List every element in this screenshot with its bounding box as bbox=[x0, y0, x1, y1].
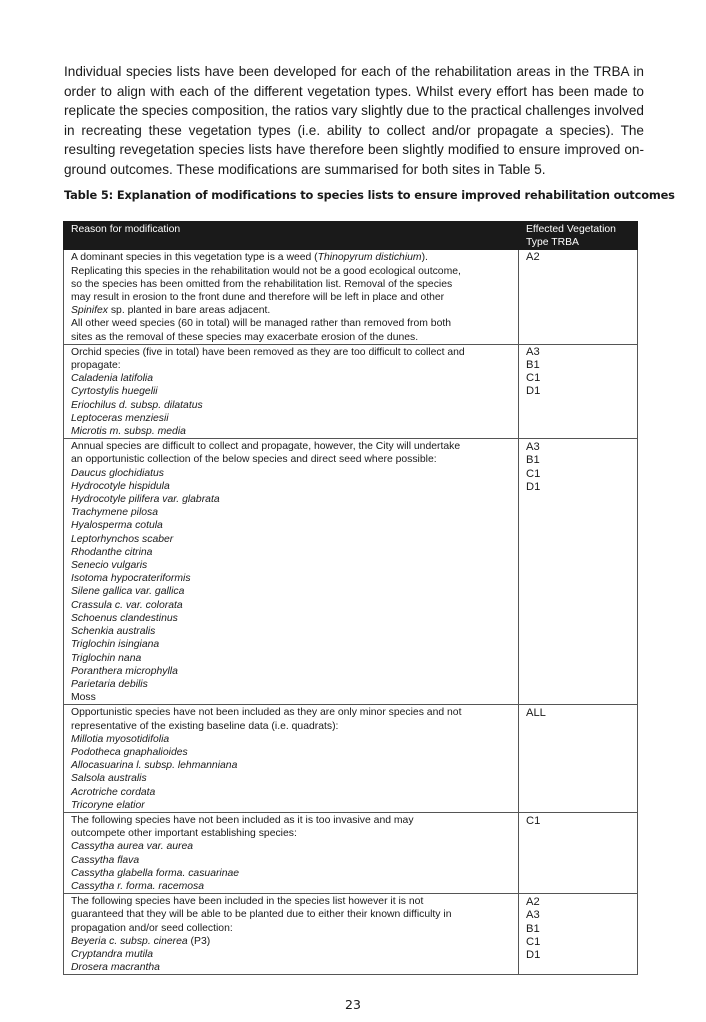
species-name: Millotia myosotidifolia bbox=[71, 733, 170, 745]
reason-line: sites as the removal of these species may exacerbate erosion of the dunes. bbox=[71, 331, 419, 343]
vegetation-code: C1 bbox=[526, 814, 541, 827]
vegetation-code: B1 bbox=[526, 454, 540, 467]
species-name: Hydrocotyle pilifera var. glabrata bbox=[71, 494, 220, 506]
reason-line: propagation and/or seed collection: bbox=[71, 922, 233, 934]
reason-line: All other weed species (60 in total) will be managed rather than removed from both bbox=[71, 318, 452, 330]
reason-line: representative of the existing baseline data (i.e. quadrats): bbox=[71, 720, 339, 732]
conservation-status: (P3) bbox=[187, 935, 211, 947]
species-name: Silene gallica var. gallica bbox=[71, 586, 185, 598]
vegetation-codes-cell bbox=[519, 812, 638, 893]
reason-cell bbox=[64, 812, 519, 893]
species-name: Triglochin isingiana bbox=[71, 639, 160, 651]
reason-cell bbox=[64, 250, 519, 344]
species-name: Senecio vulgaris bbox=[71, 560, 148, 572]
species-name: Trachymene pilosa bbox=[71, 507, 159, 519]
species-name: Leptorhynchos scaber bbox=[71, 533, 174, 545]
header-reason: Reason for modification bbox=[64, 222, 519, 250]
reason-cell bbox=[64, 344, 519, 438]
species-name: Leptoceras menziesii bbox=[71, 412, 169, 424]
table-row-difficult bbox=[64, 894, 638, 975]
species-name: Tricoryne elatior bbox=[71, 799, 145, 811]
vegetation-code: D1 bbox=[526, 948, 541, 961]
reason-line bbox=[71, 935, 512, 948]
reason-line: guaranteed that they will be able to be planted due to either their known difficulty in bbox=[71, 909, 452, 921]
reason-line: Opportunistic species have not been included as they are only minor species and not bbox=[71, 707, 462, 719]
species-name: Microtis m. subsp. media bbox=[71, 426, 186, 438]
species-name: Drosera macrantha bbox=[71, 962, 160, 974]
vegetation-codes-cell bbox=[519, 705, 638, 813]
species-name: Cyrtostylis huegelii bbox=[71, 386, 158, 398]
species-name: Cassytha flava bbox=[71, 854, 140, 866]
table-row-annuals bbox=[64, 439, 638, 705]
reason-line: propagate: bbox=[71, 360, 121, 372]
species-name: Schoenus clandestinus bbox=[71, 612, 178, 624]
reason-line: may result in erosion to the front dune and therefore will be left in place and other bbox=[71, 292, 445, 304]
vegetation-codes-cell bbox=[519, 250, 638, 344]
table-header-row bbox=[64, 222, 638, 250]
vegetation-code: A3 bbox=[526, 909, 540, 922]
species-name: Schenkia australis bbox=[71, 626, 156, 638]
table-caption: Table 5: Explanation of modifications to species lists to ensure improved rehabilitation outcomes bbox=[64, 188, 675, 202]
vegetation-code: B1 bbox=[526, 359, 540, 372]
reason-cell bbox=[64, 439, 519, 705]
header-vegetation-line2: Type TRBA bbox=[526, 237, 579, 249]
vegetation-code: B1 bbox=[526, 922, 540, 935]
species-name: Cassytha aurea var. aurea bbox=[71, 841, 194, 853]
reason-line: The following species have been included in the species list however it is not bbox=[71, 896, 424, 908]
vegetation-code: ALL bbox=[526, 707, 546, 720]
species-name: Cryptandra mutila bbox=[71, 948, 154, 960]
vegetation-code: C1 bbox=[526, 372, 541, 385]
table-row-weed bbox=[64, 250, 638, 344]
species-name: Daucus glochidiatus bbox=[71, 467, 164, 479]
header-vegetation-line1: Effected Vegetation bbox=[526, 224, 616, 235]
reason-line: Annual species are difficult to collect and propagate, however, the City will undertake bbox=[71, 441, 461, 453]
species-name: Isotoma hypocrateriformis bbox=[71, 573, 191, 585]
species-name: Spinifex bbox=[71, 305, 108, 317]
intro-paragraph: Individual species lists have been developed for each of the rehabilitation areas in the TRBA in order to align with each of the different vegetation types. Whilst every effort has been made to replicate the species composition, the ratios vary slightly due to the practical challenges involved in recreating these vegetation types (i.e. ability to collect and/or propagate a species). The resulting revegetation species lists have therefore been slightly modified to ensure improved on-ground outcomes. These modifications are summarised for both sites in Table 5. bbox=[64, 64, 644, 177]
modifications-table bbox=[63, 221, 638, 975]
reason-line: so the species has been omitted from the rehabilitation list. Removal of the species bbox=[71, 278, 453, 290]
species-name: Salsola australis bbox=[71, 773, 147, 785]
vegetation-code: A2 bbox=[526, 251, 540, 264]
reason-line: Replicating this species in the rehabilitation would not be a good ecological outcome, bbox=[71, 265, 461, 277]
species-name: Podotheca gnaphalioides bbox=[71, 746, 188, 758]
species-name: Thinopyrum distichium bbox=[317, 252, 422, 264]
vegetation-code: A3 bbox=[526, 345, 540, 358]
vegetation-code: C1 bbox=[526, 935, 541, 948]
page-number: 23 bbox=[345, 997, 361, 1012]
species-name: Triglochin nana bbox=[71, 652, 142, 664]
vegetation-code: A3 bbox=[526, 441, 540, 454]
vegetation-code: D1 bbox=[526, 480, 541, 493]
vegetation-codes-cell bbox=[519, 894, 638, 975]
species-name: Crassula c. var. colorata bbox=[71, 599, 183, 611]
reason-line: Orchid species (five in total) have been removed as they are too difficult to collect and bbox=[71, 346, 465, 358]
species-name: Allocasuarina l. subsp. lehmanniana bbox=[71, 760, 238, 772]
reason-cell bbox=[64, 705, 519, 813]
reason-line: outcompete other important establishing species: bbox=[71, 828, 297, 840]
species-name: Acrotriche cordata bbox=[71, 786, 156, 798]
species-name: Rhodanthe citrina bbox=[71, 546, 153, 558]
reason-line: The following species have not been included as it is too invasive and may bbox=[71, 814, 414, 826]
species-name: Caladenia latifolia bbox=[71, 373, 154, 385]
vegetation-code: D1 bbox=[526, 385, 541, 398]
vegetation-codes-cell bbox=[519, 439, 638, 705]
species-name: Cassytha r. forma. racemosa bbox=[71, 880, 205, 892]
vegetation-code: A2 bbox=[526, 896, 540, 909]
table-row-opportunistic bbox=[64, 705, 638, 813]
table-row-invasive bbox=[64, 812, 638, 893]
reason-cell bbox=[64, 894, 519, 975]
vegetation-code: C1 bbox=[526, 467, 541, 480]
species-name: Cassytha glabella forma. casuarinae bbox=[71, 867, 240, 879]
reason-line: A dominant species in this vegetation type is a weed (Thinopyrum distichium). bbox=[71, 252, 428, 264]
species-name: Hydrocotyle hispidula bbox=[71, 480, 170, 492]
vegetation-codes-cell bbox=[519, 344, 638, 438]
species-name: Eriochilus d. subsp. dilatatus bbox=[71, 399, 203, 411]
species-name: Hyalosperma cotula bbox=[71, 520, 163, 532]
species-name: Parietaria debilis bbox=[71, 678, 148, 690]
reason-line: Spinifex sp. planted in bare areas adjacent. bbox=[71, 305, 271, 317]
species-name: Poranthera microphylla bbox=[71, 665, 178, 677]
header-vegetation-type bbox=[519, 222, 638, 250]
reason-line: Moss bbox=[71, 692, 96, 704]
reason-line: an opportunistic collection of the below species and direct seed where possible: bbox=[71, 454, 437, 466]
species-name: Beyeria c. subsp. cinerea bbox=[71, 935, 188, 947]
table-row-orchids bbox=[64, 344, 638, 438]
